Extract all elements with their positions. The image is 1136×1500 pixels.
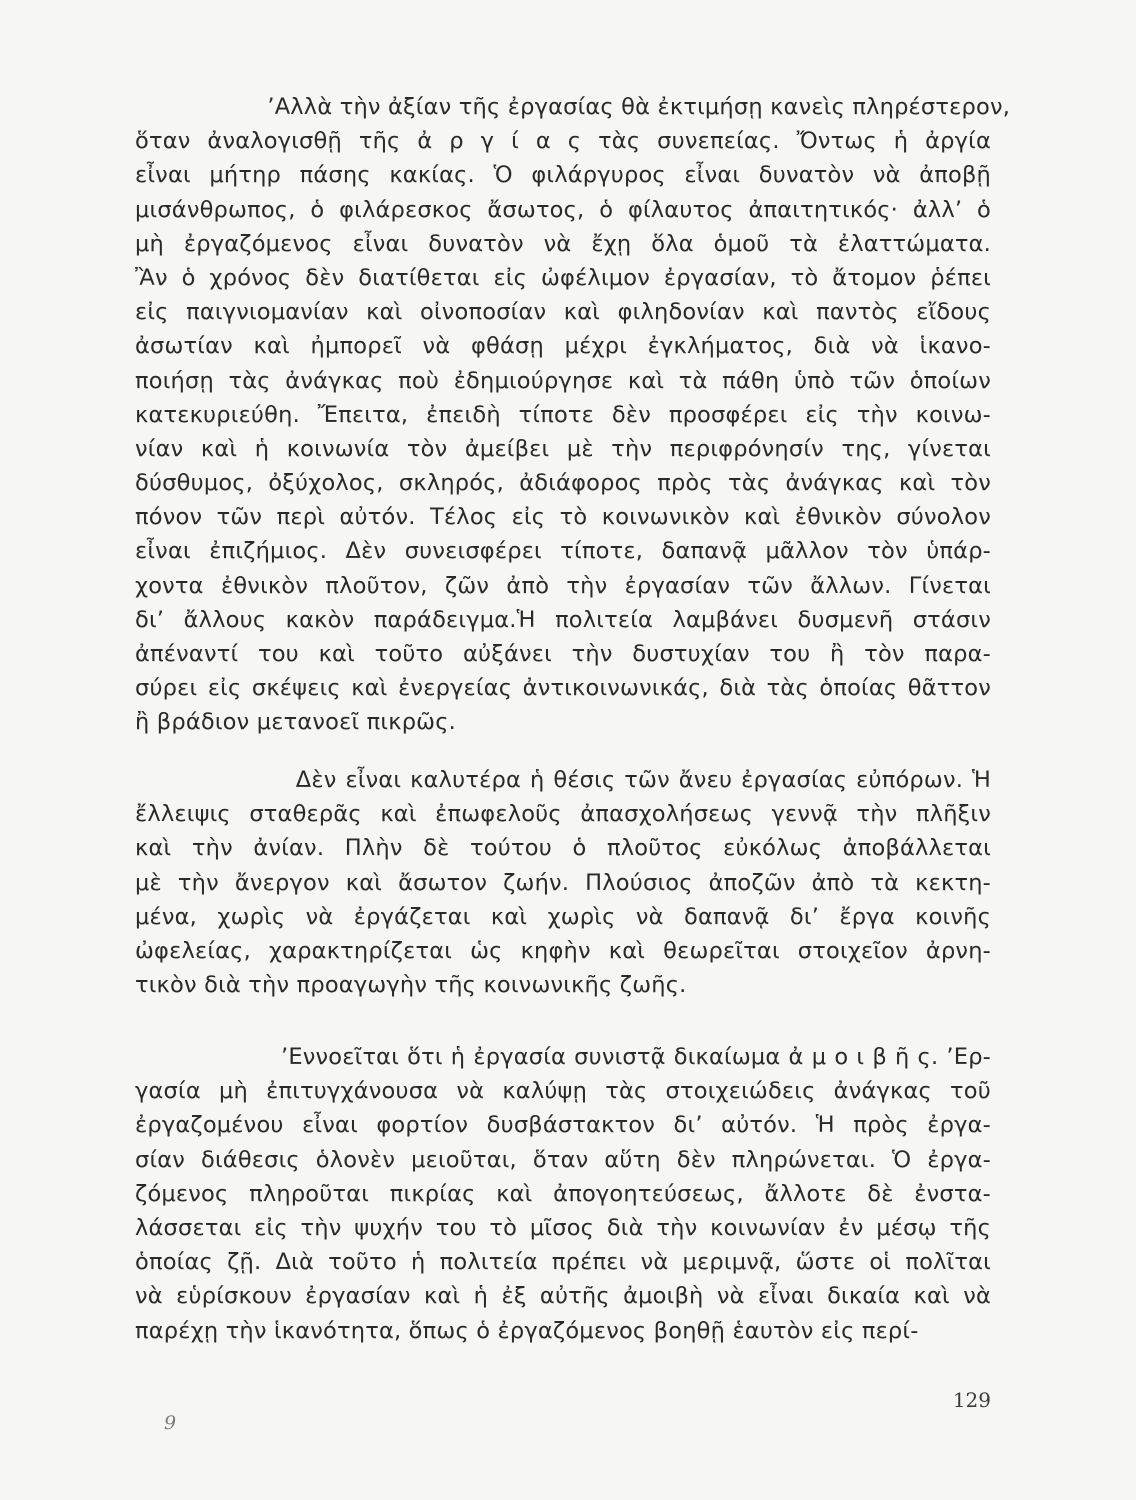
text-line: ’Αλλὰ τὴν ἀξίαν τῆς ἐργασίας θὰ ἐκτιμήσῃ κανεὶς πληρέστερον, [135,94,1011,120]
text-line: πόνον τῶν περὶ αὐτόν. Τέλος εἰς τὸ κοινωνικὸν καὶ ἐθνικὸν σύνολον [135,504,991,531]
text-line: παρέχῃ τὴν ἱκανότητα, ὅπως ὁ ἐργαζόμενος βοηθῇ ἑαυτὸν εἰς περί- [135,1317,919,1344]
text-line: λάσσεται εἰς τὴν ψυχήν του τὸ μῖσος διὰ τὴν κοινωνίαν ἐν μέσῳ τῆς [135,1214,991,1241]
text-line: νὰ εὑρίσκουν ἐργασίαν καὶ ἡ ἐξ αὐτῆς ἀμοιβὴ νὰ εἶναι δικαία καὶ νὰ [135,1283,991,1310]
text-line: γασία μὴ ἐπιτυγχάνουσα νὰ καλύψῃ τὰς στοιχειώδεις ἀνάγκας τοῦ [135,1078,991,1105]
text-line: ὠφελείας, χαρακτηρίζεται ὡς κηφὴν καὶ θεωρεῖται στοιχεῖον ἀρνη- [135,937,991,964]
text-line: καὶ τὴν ἀνίαν. Πλὴν δὲ τούτου ὁ πλοῦτος εὐκόλως ἀποβάλλεται [135,835,991,862]
text-line: μισάνθρωπος, ὁ φιλάρεσκος ἄσωτος, ὁ φίλαυτος ἀπαιτητικός· ἀλλ’ ὁ [135,196,991,223]
paragraph-idleness [135,90,1011,740]
text-line: εἶναι ἐπιζήμιος. Δὲν συνεισφέρει τίποτε, δαπανᾷ μᾶλλον τὸν ὑπάρ- [135,538,991,565]
text-line: κατεκυριεύθη. Ἔπειτα, ἐπειδὴ τίποτε δὲν προσφέρει εἰς τὴν κοινω- [135,401,991,428]
text-line: εἰς παιγνιομανίαν καὶ οἰνοποσίαν καὶ φιληδονίαν καὶ παντὸς εἴδους [135,299,991,326]
text-line: μὲ τὴν ἄνεργον καὶ ἄσωτον ζωήν. Πλούσιος ἀποζῶν ἀπὸ τὰ κεκτη- [135,869,991,896]
text-line: ποιήσῃ τὰς ἀνάγκας ποὺ ἐδημιούργησε καὶ τὰ πάθη ὑπὸ τῶν ὁποίων [135,367,991,394]
text-line: ὁποίας ζῇ. Διὰ τοῦτο ἡ πολιτεία πρέπει νὰ μεριμνᾷ, ὥστε οἱ πολῖται [135,1249,991,1276]
text-line: ἀπέναντί του καὶ τοῦτο αὐξάνει τὴν δυστυχίαν του ἢ τὸν παρα- [135,641,991,667]
page-number: 129 [952,1388,991,1412]
paragraph-wealthy-idle [135,763,991,1002]
text-line: ἐργαζομένου εἶναι φορτίον δυσβάστακτον δι’ αὐτόν. Ἡ πρὸς ἐργα- [135,1112,991,1139]
text-line: νίαν καὶ ἡ κοινωνία τὸν ἀμείβει μὲ τὴν περιφρόνησίν της, γίνεται [135,435,991,462]
text-line: σίαν διάθεσις ὁλονὲν μειοῦται, ὅταν αὕτη δὲν πληρώνεται. Ὁ ἐργα- [135,1146,991,1173]
text-line: ὅταν ἀναλογισθῇ τῆς ἀ ρ γ ί α ς τὰς συνεπείας. Ὄντως ἡ ἀργία [135,128,991,155]
text-line: τικὸν διὰ τὴν προαγωγὴν τῆς κοινωνικῆς ζωῆς. [135,972,687,999]
text-line: χοντα ἐθνικὸν πλοῦτον, ζῶν ἀπὸ τὴν ἐργασίαν τῶν ἄλλων. Γίνεται [135,572,991,599]
paragraph-right-to-pay [135,1040,991,1348]
text-line: ’Εννοεῖται ὅτι ἡ ἐργασία συνιστᾷ δικαίωμα ἀ μ ο ι β ῆ ς. ’Ερ- [135,1044,991,1070]
text-line: ἀσωτίαν καὶ ἠμπορεῖ νὰ φθάσῃ μέχρι ἐγκλήματος, διὰ νὰ ἱκανο- [135,333,991,360]
text-line: ἔλλειψις σταθερᾶς καὶ ἐπωφελοῦς ἀπασχολήσεως γεννᾷ τὴν πλῆξιν [135,801,991,828]
signature-mark: 9 [164,1412,177,1434]
text-line: μένα, χωρὶς νὰ ἐργάζεται καὶ χωρὶς νὰ δαπανᾷ δι’ ἔργα κοινῆς [135,903,991,930]
text-line: Δὲν εἶναι καλυτέρα ἡ θέσις τῶν ἄνευ ἐργασίας εὐπόρων. Ἡ [135,767,991,793]
text-line: Ἂν ὁ χρόνος δὲν διατίθεται εἰς ὠφέλιμον ἐργασίαν, τὸ ἄτομον ῥέπει [135,264,991,291]
text-line: εἶναι μήτηρ πάσης κακίας. Ὁ φιλάργυρος εἶναι δυνατὸν νὰ ἀποβῇ [135,162,991,189]
text-line: δύσθυμος, ὀξύχολος, σκληρός, ἀδιάφορος πρὸς τὰς ἀνάγκας καὶ τὸν [135,470,991,497]
text-line: μὴ ἐργαζόμενος εἶναι δυνατὸν νὰ ἔχῃ ὅλα ὁμοῦ τὰ ἐλαττώματα. [135,230,991,257]
text-line: σύρει εἰς σκέψεις καὶ ἐνεργείας ἀντικοινωνικάς, διὰ τὰς ὁποίας θᾶττον [135,675,991,702]
text-line: ἢ βράδιον μετανοεῖ πικρῶς. [135,709,456,736]
text-line: ζόμενος πληροῦται πικρίας καὶ ἀπογοητεύσεως, ἄλλοτε δὲ ἐνστα- [135,1180,991,1207]
text-line: δι’ ἄλλους κακὸν παράδειγμα.Ἡ πολιτεία λαμβάνει δυσμενῆ στάσιν [135,606,991,633]
